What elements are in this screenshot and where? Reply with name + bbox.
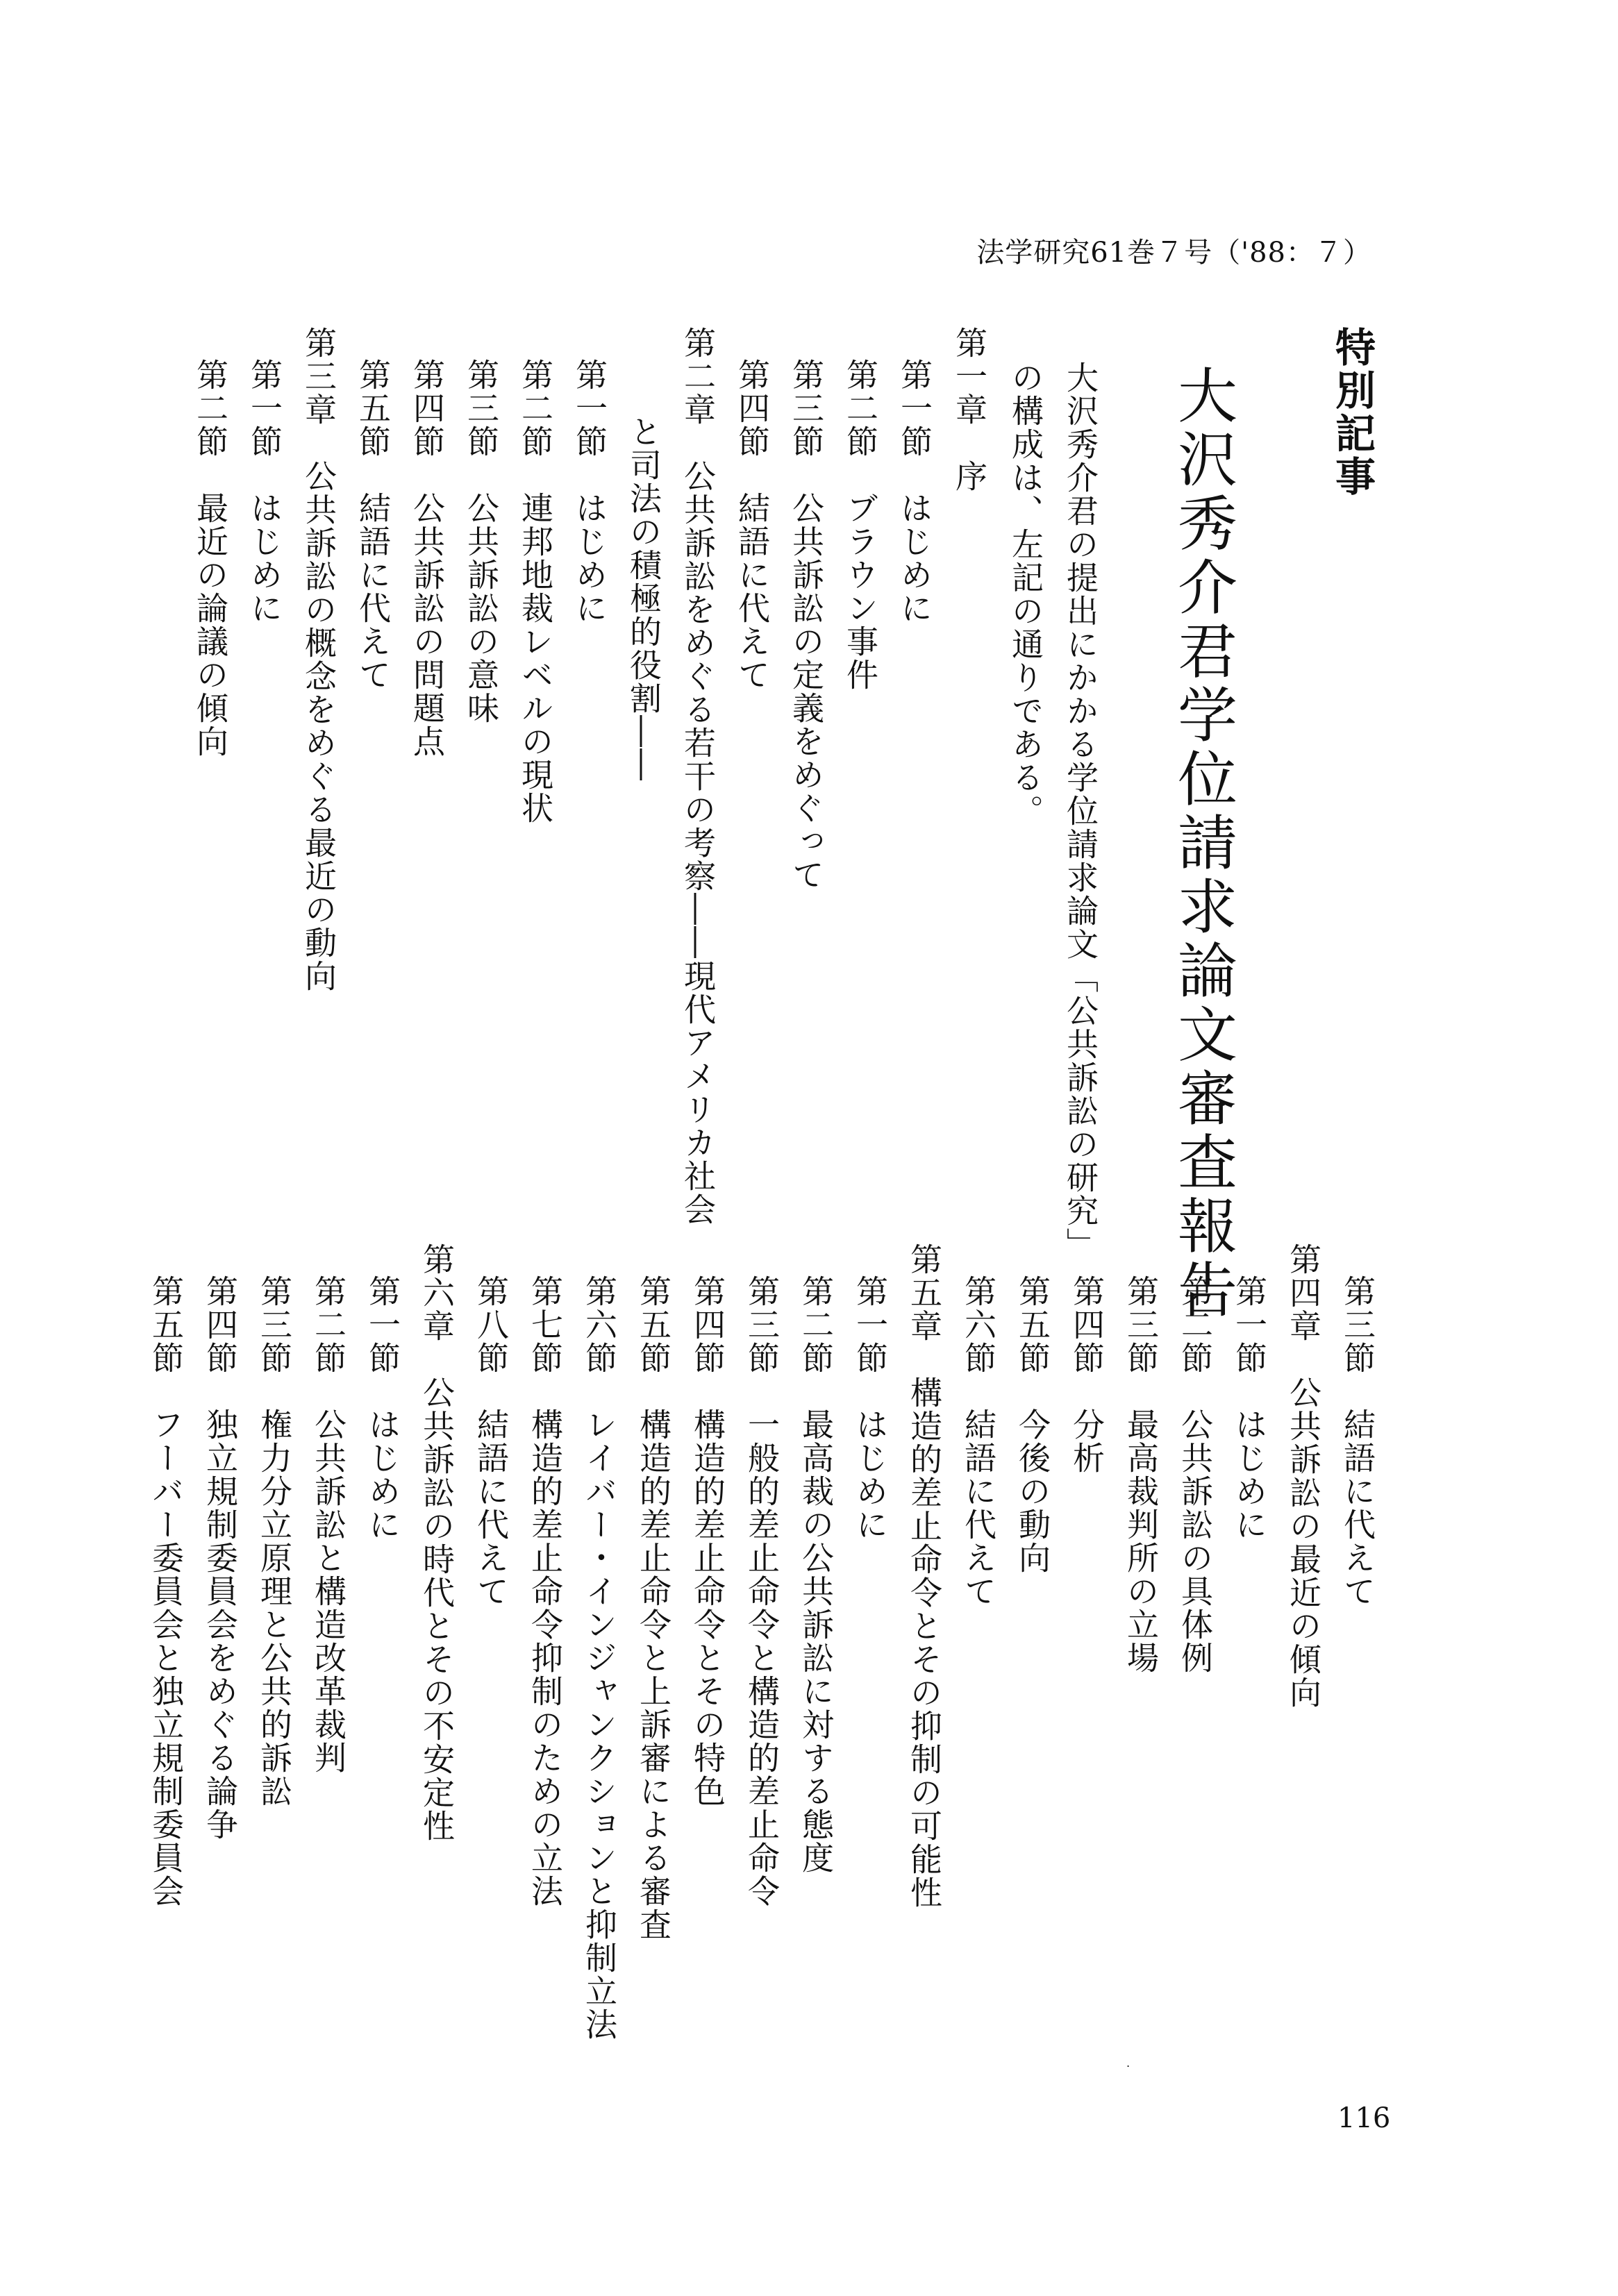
toc-chapter: 第四章 公共訴訟の最近の傾向 [1285, 1243, 1322, 1709]
toc-section: 第一節 はじめに [1231, 1275, 1268, 1541]
intro-line: 大沢秀介君の提出にかかる学位請求論文「公共訴訟の研究」 [1062, 361, 1099, 1261]
stray-mark: . [1126, 2056, 1131, 2070]
toc-section: 第一節 はじめに [246, 358, 283, 625]
toc-chapter: 第六章 公共訴訟の時代とその不安定性 [418, 1243, 456, 1843]
toc-section: 第五節 今後の動向 [1014, 1275, 1051, 1575]
toc-section: 第四節 独立規制委員会をめぐる論争 [201, 1275, 239, 1841]
toc-section: 第四節 構造的差止命令とその特色 [689, 1275, 726, 1808]
toc-chapter: 第一章 序 [951, 326, 988, 493]
report-title: 大沢秀介君学位請求論文審査報告 [1167, 364, 1237, 1323]
toc-section: 第四節 分析 [1068, 1275, 1106, 1475]
toc-chapter: 第五章 構造的差止命令とその抑制の可能性 [906, 1243, 943, 1909]
toc-section: 第二節 公共訴訟と構造改革裁判 [310, 1275, 347, 1775]
toc-section: 第一節 はじめに [851, 1275, 889, 1541]
toc-section: 第五節 結語に代えて [354, 358, 392, 692]
toc-section: 第四節 公共訴訟の問題点 [408, 358, 446, 758]
toc-section: 第一節 はじめに [571, 358, 608, 625]
toc-section: 第七節 構造的差止命令抑制のための立法 [526, 1275, 564, 1908]
journal-header: 法学研究61巻７号（'88：７） [976, 237, 1371, 269]
toc-section: 第六節 結語に代えて [960, 1275, 997, 1608]
toc-section: 第五節 フーバー委員会と独立規制委員会 [147, 1275, 185, 1908]
toc-section: 第三節 一般的差止命令と構造的差止命令 [743, 1275, 781, 1908]
intro-line: の構成は、左記の通りである。 [1007, 361, 1044, 828]
toc-section: 第三節 結語に代えて [1339, 1275, 1376, 1608]
toc-section: 第三節 権力分立原理と公共的訴訟 [256, 1275, 293, 1808]
toc-chapter: 第二章 公共訴訟をめぐる若干の考察――現代アメリカ社会 [679, 326, 717, 1226]
toc-section: 第八節 結語に代えて [472, 1275, 510, 1608]
toc-section: 第一節 はじめに [364, 1275, 401, 1541]
toc-section: 第六節 レイバー・インジャンクションと抑制立法 [581, 1275, 618, 2041]
toc-chapter-continuation: と司法の積極的役割―― [625, 415, 662, 782]
toc-section: 第二節 公共訴訟の具体例 [1176, 1275, 1214, 1675]
toc-section: 第五節 構造的差止命令と上訴審による審査 [635, 1275, 672, 1941]
toc-section: 第三節 最高裁判所の立場 [1122, 1275, 1160, 1675]
toc-section: 第一節 はじめに [896, 358, 933, 625]
toc-section: 第四節 結語に代えて [733, 358, 771, 692]
toc-section: 第三節 公共訴訟の意味 [462, 358, 500, 725]
toc-section: 第二節 連邦地裁レベルの現状 [517, 358, 554, 825]
toc-chapter: 第三章 公共訴訟の概念をめぐる最近の動向 [300, 326, 337, 993]
toc-section: 第二節 ブラウン事件 [842, 358, 879, 692]
toc-section: 第三節 公共訴訟の定義をめぐって [787, 358, 825, 891]
toc-section: 第二節 最高裁の公共訴訟に対する態度 [797, 1275, 835, 1875]
page-number: 116 [1337, 2102, 1391, 2134]
toc-section: 第二節 最近の論議の傾向 [192, 358, 229, 758]
special-article-label: 特別記事 [1328, 326, 1376, 498]
